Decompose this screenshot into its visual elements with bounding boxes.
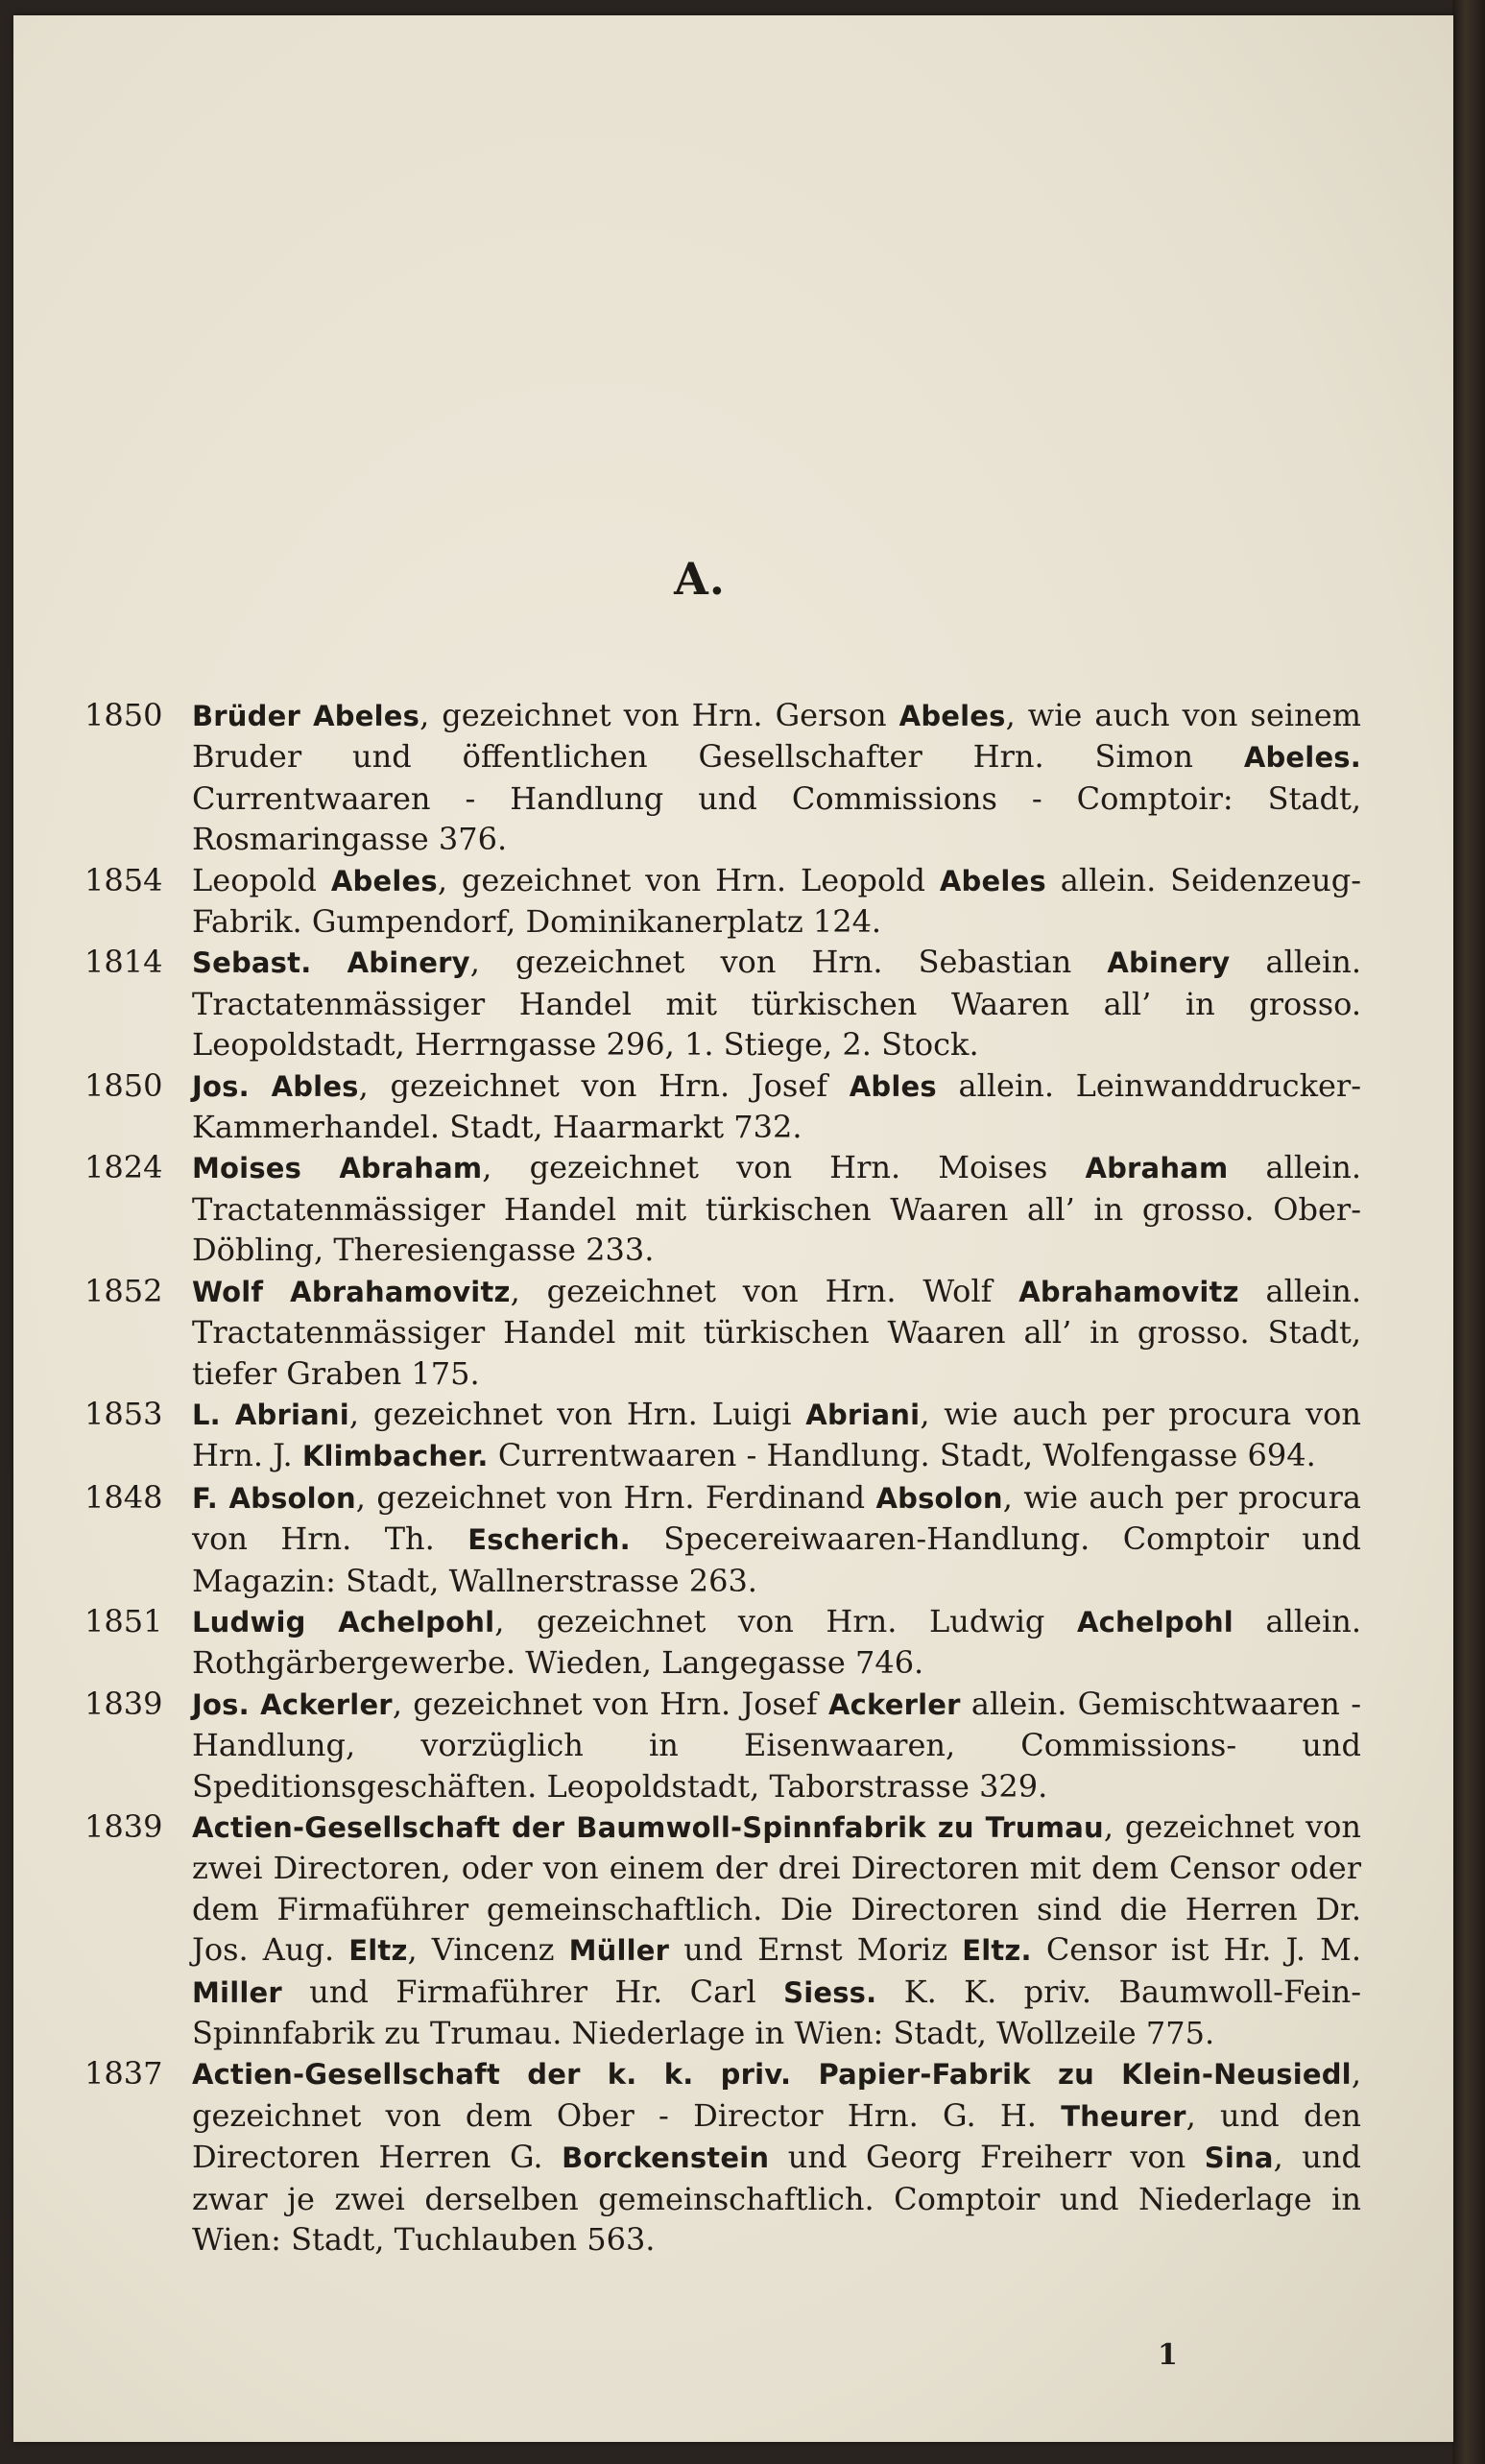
firm-name: F. Absolon [192, 1481, 356, 1515]
entry-text [192, 1601, 1361, 1684]
firm-name: Abeles [939, 864, 1046, 897]
firm-name: Brüder Abeles [192, 700, 420, 732]
entry-year: 1850 [84, 1066, 163, 1104]
register-entry [84, 1271, 1361, 1394]
register-entry [84, 1394, 1361, 1477]
entry-segment: , gezeichnet von Hrn. Wolf [510, 1272, 1019, 1309]
firm-name: Actien-Gesellschaft der Baumwoll-Spinnfabrik zu Trumau [192, 1810, 1104, 1844]
firm-name: Ables [849, 1069, 937, 1103]
entry-year: 1814 [84, 944, 163, 981]
entry-segment: allein. Leinwanddrucker-Kammerhandel. Stadt, Haarmarkt 732. [192, 1066, 1362, 1146]
entry-text [192, 695, 1361, 860]
entry-segment: , wie auch per procura von Hrn. J. [192, 1395, 1362, 1474]
firm-name: Abrahamovitz [1018, 1275, 1239, 1308]
register-entry [84, 1477, 1361, 1601]
entry-year: 1848 [84, 1478, 163, 1516]
entry-segment: allein. Tractatenmässiger Handel mit türkischen Waaren all’ in grosso. Ober-Döbling, Theresiengasse 233. [192, 1149, 1361, 1269]
firm-name: Jos. Ables [192, 1069, 359, 1103]
firm-name: Sina [1204, 2141, 1274, 2175]
firm-name: L. Abriani [192, 1398, 349, 1431]
firm-name: Sebast. Abinery [192, 946, 470, 980]
section-heading: A. [674, 553, 726, 605]
page-number: 1 [1158, 2338, 1178, 2372]
firm-name: Abraham [1085, 1152, 1229, 1185]
entry-segment: K. K. priv. Baumwoll-Fein-Spinnfabrik zu Trumau. Niederlage in Wien: Stadt, Wollzeile 775. [192, 1973, 1362, 2051]
entry-segment: allein. Rothgärbergewerbe. Wieden, Langegasse 746. [192, 1602, 1362, 1682]
entry-segment: , gezeichnet von Hrn. Sebastian [469, 944, 1108, 981]
firm-name: Theurer [1061, 2099, 1186, 2133]
entry-segment: , und zwar je zwei derselben gemeinschaftlich. Comptoir und Niederlage in Wien: Stadt, Tuchlauben 563. [192, 2139, 1362, 2259]
entry-text [192, 860, 1361, 943]
entry-segment: , gezeichnet von Hrn. Josef [358, 1066, 850, 1104]
firm-register-list [84, 695, 1361, 2260]
entry-segment: allein. Seidenzeug-Fabrik. Gumpendorf, Dominikanerplatz 124. [192, 861, 1362, 941]
entry-segment: , Vincenz [407, 1931, 569, 1969]
entry-segment: , und den Directoren Herren G. [192, 2096, 1362, 2176]
firm-name: Abinery [1107, 946, 1231, 980]
entry-segment: Currentwaaren - Handlung. Stadt, Wolfengasse 694. [488, 1437, 1316, 1474]
entry-segment: Leopold [192, 861, 331, 898]
register-entry [84, 1806, 1361, 2053]
firm-name: Borckenstein [562, 2141, 770, 2175]
entry-segment: , gezeichnet von Hrn. Luigi [348, 1395, 806, 1432]
firm-name: Klimbacher. [301, 1440, 489, 1473]
book-spine [1452, 0, 1485, 2464]
entry-segment: , gezeichnet von Hrn. Gerson [419, 697, 899, 733]
firm-name: Abeles [330, 864, 438, 897]
entry-year: 1852 [84, 1272, 163, 1309]
firm-name: Abriani [805, 1398, 921, 1431]
entry-year: 1851 [84, 1602, 163, 1639]
register-entry [84, 1147, 1361, 1270]
firm-name: Siess. [783, 1975, 877, 2009]
entry-segment: allein. Gemischtwaaren - Handlung, vorzüglich in Eisenwaaren, Commissions- und Speditionsgeschäften. Leopoldstadt, Taborstrasse 329. [192, 1685, 1362, 1805]
entry-segment: Specereiwaaren-Handlung. Comptoir und Magazin: Stadt, Wallnerstrasse 263. [192, 1520, 1362, 1599]
firm-name: Ludwig Achelpohl [192, 1605, 495, 1639]
entry-segment: , gezeichnet von Hrn. Ferdinand [355, 1478, 876, 1516]
entry-text [192, 1806, 1361, 2053]
firm-name: Jos. Ackerler [192, 1687, 393, 1721]
book-page [13, 15, 1453, 2442]
entry-segment: , gezeichnet von Hrn. Leopold [437, 861, 940, 898]
entry-text [192, 1147, 1361, 1270]
entry-text [192, 1271, 1361, 1394]
entry-text [192, 1684, 1361, 1806]
firm-name: Ackerler [827, 1687, 961, 1721]
register-entry [84, 2053, 1361, 2260]
entry-text [192, 1477, 1361, 1601]
register-entry [84, 860, 1361, 943]
firm-name: Wolf Abrahamovitz [192, 1275, 511, 1308]
entry-segment: , gezeichnet von Hrn. Ludwig [494, 1602, 1077, 1639]
firm-name: Eltz [348, 1934, 408, 1968]
entry-segment: , wie auch per procura von Hrn. Th. [192, 1478, 1362, 1558]
entry-segment: , gezeichnet von Hrn. Moises [482, 1149, 1086, 1186]
entry-segment: , gezeichnet von Hrn. Josef [392, 1685, 828, 1722]
entry-text [192, 1394, 1361, 1477]
firm-name: Müller [568, 1934, 670, 1968]
register-entry [84, 695, 1361, 860]
entry-segment: allein. Tractatenmässiger Handel mit türkischen Waaren all’ in grosso. Stadt, tiefer Graben 175. [192, 1272, 1362, 1392]
entry-year: 1850 [84, 697, 163, 733]
entry-segment: , gezeichnet von zwei Directoren, oder von einem der drei Directoren mit dem Censor oder dem Firmaführer gemeinschaftlich. Die Directoren sind die Herren Dr. Jos. Aug. [192, 1807, 1361, 1969]
entry-text [192, 1065, 1361, 1148]
register-entry [84, 1065, 1361, 1148]
firm-name: Moises Abraham [192, 1152, 483, 1185]
firm-name: Escherich. [467, 1523, 631, 1557]
register-entry [84, 942, 1361, 1065]
entry-text [192, 2053, 1361, 2260]
entry-segment: und Ernst Moriz [669, 1931, 963, 1969]
firm-name: Abeles [898, 700, 1006, 732]
firm-name: Eltz. [962, 1934, 1032, 1968]
entry-segment: Currentwaaren - Handlung und Commissions - Comptoir: Stadt, Rosmaringasse 376. [192, 779, 1361, 858]
entry-year: 1837 [84, 2055, 163, 2093]
register-entry [84, 1684, 1361, 1806]
entry-segment: , gezeichnet von dem Ober - Director Hrn. G. H. [192, 2055, 1361, 2134]
register-entry [84, 1601, 1361, 1684]
entry-segment: und Firmaführer Hr. Carl [281, 1973, 784, 2010]
firm-name: Actien-Gesellschaft der k. k. priv. Papier-Fabrik zu Klein-Neusiedl [192, 2058, 1352, 2092]
entry-year: 1839 [84, 1685, 163, 1722]
entry-segment: Censor ist Hr. J. M. [1031, 1931, 1362, 1969]
entry-year: 1854 [84, 861, 163, 898]
firm-name: Miller [192, 1975, 282, 2009]
entry-segment: , wie auch von seinem Bruder und öffentlichen Gesellschafter Hrn. Simon [192, 697, 1362, 776]
firm-name: Abeles. [1243, 741, 1361, 775]
firm-name: Achelpohl [1076, 1605, 1234, 1639]
entry-text [192, 942, 1361, 1065]
entry-year: 1853 [84, 1395, 163, 1432]
entry-segment: und Georg Freiherr von [769, 2139, 1205, 2176]
firm-name: Absolon [875, 1481, 1003, 1515]
entry-year: 1824 [84, 1149, 163, 1186]
entry-segment: allein. Tractatenmässiger Handel mit türkischen Waaren all’ in grosso. Leopoldstadt, Herrngasse 296, 1. Stiege, 2. Stock. [192, 944, 1362, 1064]
entry-year: 1839 [84, 1807, 163, 1845]
